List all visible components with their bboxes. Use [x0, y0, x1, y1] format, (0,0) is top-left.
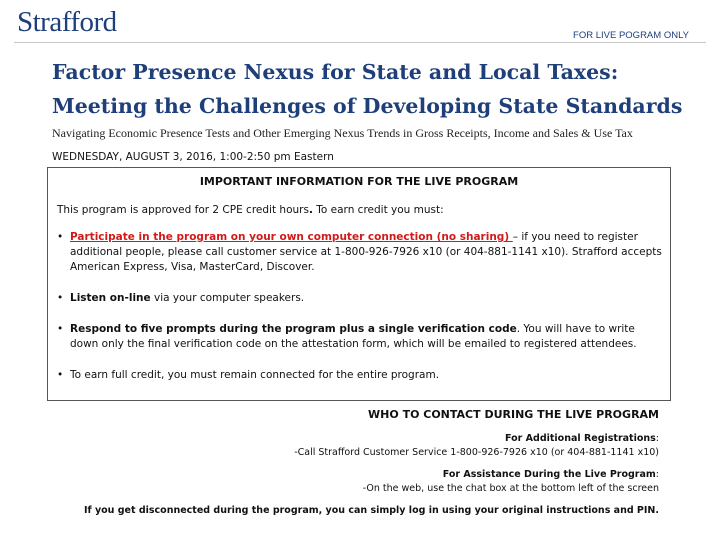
disconnect-note: If you get disconnected during the program, you can simply log in using your original instructions and PIN. [83, 505, 659, 516]
program-date: WEDNESDAY, AUGUST 3, 2016, 1:00-2:50 pm Eastern [52, 151, 334, 163]
header-divider [14, 42, 706, 43]
info-box-title: IMPORTANT INFORMATION FOR THE LIVE PROGRAM [199, 175, 519, 188]
live-program-tag: FOR LIVE POGRAM ONLY [573, 30, 689, 41]
requirement-detail: via your computer speakers. [150, 292, 305, 304]
list-item [57, 291, 662, 306]
list-item [57, 322, 662, 352]
subtitle: Navigating Economic Presence Tests and Other Emerging Nexus Trends in Gross Receipts, Income and Sales & Use Tax [52, 126, 633, 140]
bullet-icon: • [57, 369, 64, 381]
list-item [57, 368, 662, 383]
cpe-intro-period: . [308, 204, 313, 216]
listen-requirement: Listen on-line [70, 292, 151, 304]
requirements-list [57, 230, 662, 399]
registrations-detail: -Call Strafford Customer Service 1-800-926-7926 x10 (or 404-881-1141 x10) [294, 447, 659, 458]
registrations-heading-text: For Additional Registrations [505, 433, 656, 444]
cpe-intro [57, 204, 444, 216]
strafford-logo: Strafford [17, 6, 117, 38]
bullet-icon: • [57, 323, 64, 335]
registrations-colon: : [655, 433, 659, 444]
live-program-info-box [47, 167, 671, 401]
registrations-heading [505, 433, 659, 444]
cpe-intro-tail: To earn credit you must: [312, 204, 444, 216]
participate-requirement: Participate in the program on your own computer connection (no sharing) [70, 231, 513, 243]
assistance-detail: -On the web, use the chat box at the bottom left of the screen [362, 483, 659, 494]
requirement-detail: – if you need to register additional people, please call customer service at 1-800-926-7926 x10 (or 404-881-1141 x10). Strafford accepts American Express, Visa, MasterCard, Discover. [70, 231, 662, 273]
title-line-1: Factor Presence Nexus for State and Local Taxes: [52, 60, 619, 84]
assistance-heading-text: For Assistance During the Live Program [442, 469, 656, 480]
assistance-heading [443, 469, 659, 480]
requirement-detail: . You will have to write down only the final verification code on the attestation form, which will be emailed to registered attendees. [70, 323, 637, 350]
contact-heading: WHO TO CONTACT DURING THE LIVE PROGRAM [368, 408, 659, 421]
list-item [57, 230, 662, 275]
requirement-detail: To earn full credit, you must remain connected for the entire program. [70, 369, 440, 381]
bullet-icon: • [57, 292, 64, 304]
title-line-2: Meeting the Challenges of Developing State Standards [52, 94, 683, 118]
respond-requirement: Respond to five prompts during the program plus a single verification code [70, 323, 517, 335]
bullet-icon: • [57, 231, 64, 243]
cpe-intro-text: This program is approved for 2 CPE credit hours [57, 204, 309, 216]
assistance-colon: : [655, 469, 659, 480]
